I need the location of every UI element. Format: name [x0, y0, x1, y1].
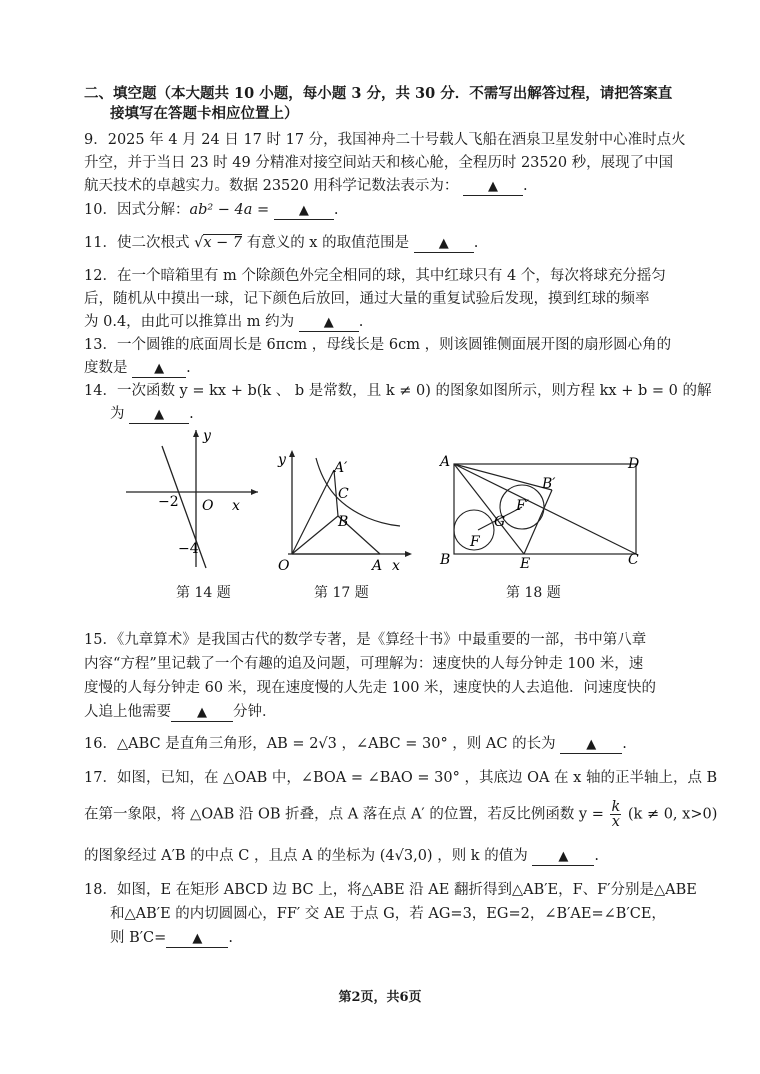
q17-line3	[84, 846, 599, 866]
answer-blank-q15[interactable]	[171, 704, 233, 722]
fig17-label-y: y	[278, 452, 286, 468]
answer-mark: ▲	[586, 737, 597, 752]
q9-end: .	[522, 178, 528, 194]
answer-blank-q17[interactable]	[532, 848, 594, 866]
q15-line2: 内容“方程”里记载了一个有趣的追及问题，可理解为：速度快的人每分钟走 100 米，速	[84, 656, 644, 672]
q10-expr: ab² − 4a =	[189, 202, 270, 218]
q17-fraction	[610, 800, 621, 829]
answer-mark: ▲	[298, 203, 309, 218]
q17-frac-num: k	[611, 799, 621, 815]
q17-text: 的图象经过 A′B 的中点 C ，且点 A 的坐标为 (4√3,0) ，则 k 的值为	[84, 848, 528, 864]
q12-end: .	[358, 314, 364, 330]
fig17-hyperbola	[316, 458, 400, 526]
answer-blank-q9[interactable]	[463, 178, 523, 196]
fig14-label-xint: −2	[158, 494, 179, 510]
fig18-label-b-prime: B′	[542, 476, 556, 492]
q17-frac-den: x	[611, 814, 620, 830]
answer-mark: ▲	[197, 705, 207, 720]
section-title-line2: 接填写在答题卡相应位置上）	[110, 105, 299, 122]
fig18-label-a: A	[440, 454, 451, 470]
q15-line3: 度慢的人每分钟走 60 米，现在速度慢的人先走 100 米，速度快的人去追他．问速度快的	[84, 680, 657, 696]
fig18-ab-prime	[454, 464, 552, 490]
q14-text: 为	[110, 406, 125, 422]
answer-blank-q11[interactable]	[414, 235, 474, 253]
q18-line2: 和△AB′E 的内切圆圆心，FF′ 交 AE 于点 G，若 AG=3，EG=2，∠B′AE=∠B′CE，	[110, 906, 666, 922]
section-title-line1: 二、填空题（本大题共 10 小题，每小题 3 分，共 30 分．不需写出解答过程，请把答案直	[84, 85, 673, 102]
q12-line3	[84, 312, 363, 332]
q11-radical: √x − 7	[194, 235, 243, 251]
fig14-label-y: y	[203, 428, 211, 444]
fig14-x-arrow	[251, 489, 258, 495]
caption-18: 第 18 题	[506, 585, 561, 601]
q17-line1: 17．如图，已知，在 △OAB 中，∠BOA = ∠BAO = 30° ，其底边 OA 在 x 轴的正半轴上，点 B	[84, 770, 718, 786]
fig17-label-a: A	[372, 558, 383, 574]
caption-14: 第 14 题	[176, 585, 231, 601]
answer-mark: ▲	[323, 315, 334, 330]
q16-end: .	[622, 736, 627, 752]
q10-line	[84, 200, 338, 220]
fig18-label-c: C	[628, 552, 639, 568]
caption-17: 第 17 题	[314, 585, 369, 601]
q16-text: 16．△ABC 是直角三角形，AB = 2√3 ，∠ABC = 30° ，则 AC 的长为	[84, 736, 556, 752]
fig14-label-x: x	[232, 498, 240, 514]
fig17-label-o: O	[278, 558, 290, 574]
q18-line3	[110, 928, 233, 948]
q15-line4	[84, 702, 277, 722]
q15-pre: 人追上他需要	[84, 704, 171, 720]
fig18-label-b: B	[440, 552, 451, 568]
q14-line1: 14．一次函数 y = kx + b(k 、 b 是常数，且 k ≠ 0) 的图象如图所示，则方程 kx + b = 0 的解	[84, 383, 712, 399]
q18-line1: 18．如图，E 在矩形 ABCD 边 BC 上，将△ABE 沿 AE 翻折得到△AB′E，F、F′分别是△ABE	[84, 882, 697, 898]
q11-end: .	[473, 235, 479, 251]
fig18-label-d: D	[628, 456, 640, 472]
answer-blank-q16[interactable]	[560, 736, 622, 754]
fig17-ob	[292, 516, 338, 554]
q13-end: .	[186, 360, 191, 376]
fig17-label-x: x	[392, 558, 400, 574]
fig18-label-e: E	[520, 556, 531, 570]
fig14-y-arrow	[193, 430, 199, 437]
q15-post: 分钟．	[233, 704, 277, 720]
q9-line3	[84, 176, 528, 196]
q14-line2	[110, 404, 194, 424]
fig17-label-b: B	[338, 514, 349, 530]
answer-mark: ▲	[192, 931, 203, 946]
q12-text: 为 0.4，由此可以推算出 m 约为	[84, 314, 295, 330]
fig14-label-o: O	[202, 498, 214, 514]
q12-line1: 12．在一个暗箱里有 m 个除颜色外完全相同的球，其中红球只有 4 个，每次将球充分摇匀	[84, 268, 666, 284]
fig18-label-g: G	[494, 514, 506, 530]
fig18-label-f-prime: F′	[516, 498, 529, 514]
figure-17	[268, 448, 418, 574]
q15-line1: 15．《九章算术》是我国古代的数学专著，是《算经十书》中最重要的一部，书中第八章	[84, 632, 647, 648]
answer-blank-q13[interactable]	[132, 360, 186, 378]
q9-line2: 升空，并于当日 23 时 49 分精准对接空间站天和核心舱，全程历时 23520 秒，展现了中国	[84, 155, 674, 171]
q9-line1: 9．2025 年 4 月 24 日 17 时 17 分，我国神舟二十号载人飞船在酒泉卫星发射中心准时点火	[84, 132, 686, 148]
q18-end: .	[228, 930, 233, 946]
q18-text: 则 B′C=	[110, 930, 167, 946]
q11-line	[84, 233, 478, 253]
q11-pre: 11．使二次根式	[84, 235, 190, 251]
q12-line2: 后，随机从中摸出一球，记下颜色后放回，通过大量的重复试验后发现，摸到红球的频率	[84, 291, 650, 307]
q17-end: .	[594, 848, 599, 864]
answer-mark: ▲	[154, 407, 165, 422]
answer-mark: ▲	[487, 179, 498, 194]
q13-line1: 13．一个圆锥的底面周长是 6πcm ，母线长是 6cm ，则该圆锥侧面展开图的扇形圆心角的	[84, 337, 672, 353]
q17-pre: 在第一象限，将 △OAB 沿 OB 折叠，点 A 落在点 A′ 的位置，若反比例函数 y =	[84, 806, 604, 823]
answer-blank-q10[interactable]	[274, 202, 334, 220]
answer-mark: ▲	[558, 849, 569, 864]
q9-text: 航天技术的卓越实力。数据 23520 用科学记数法表示为：	[84, 178, 459, 194]
q17-line2	[84, 800, 717, 829]
q17-post: (k ≠ 0, x>0)	[627, 806, 718, 823]
fig18-ae	[454, 464, 524, 554]
answer-blank-q12[interactable]	[299, 314, 359, 332]
fig17-x-arrow	[405, 551, 412, 557]
q13-text: 度数是	[84, 360, 128, 376]
q14-end: .	[189, 406, 194, 422]
figure-18	[436, 452, 648, 570]
fig14-label-yint: −4	[178, 541, 199, 557]
figure-14	[118, 422, 268, 572]
page-footer: 第2页，共6页	[338, 990, 422, 1005]
fig17-label-a-prime: A′	[334, 460, 348, 476]
q16-line	[84, 734, 627, 754]
fig17-y-arrow	[289, 450, 295, 457]
fig17-label-c: C	[338, 486, 349, 502]
fig18-label-f: F	[470, 534, 480, 550]
answer-mark: ▲	[154, 361, 165, 376]
q10-text: 10．因式分解：	[84, 202, 190, 218]
q10-end: .	[333, 202, 339, 218]
q11-radicand: x − 7	[203, 235, 243, 251]
fig17-oa-prime	[292, 470, 334, 554]
q13-line2	[84, 358, 191, 378]
answer-blank-q18[interactable]	[166, 930, 228, 948]
q11-post: 有意义的 x 的取值范围是	[246, 235, 410, 251]
answer-mark: ▲	[438, 236, 449, 251]
